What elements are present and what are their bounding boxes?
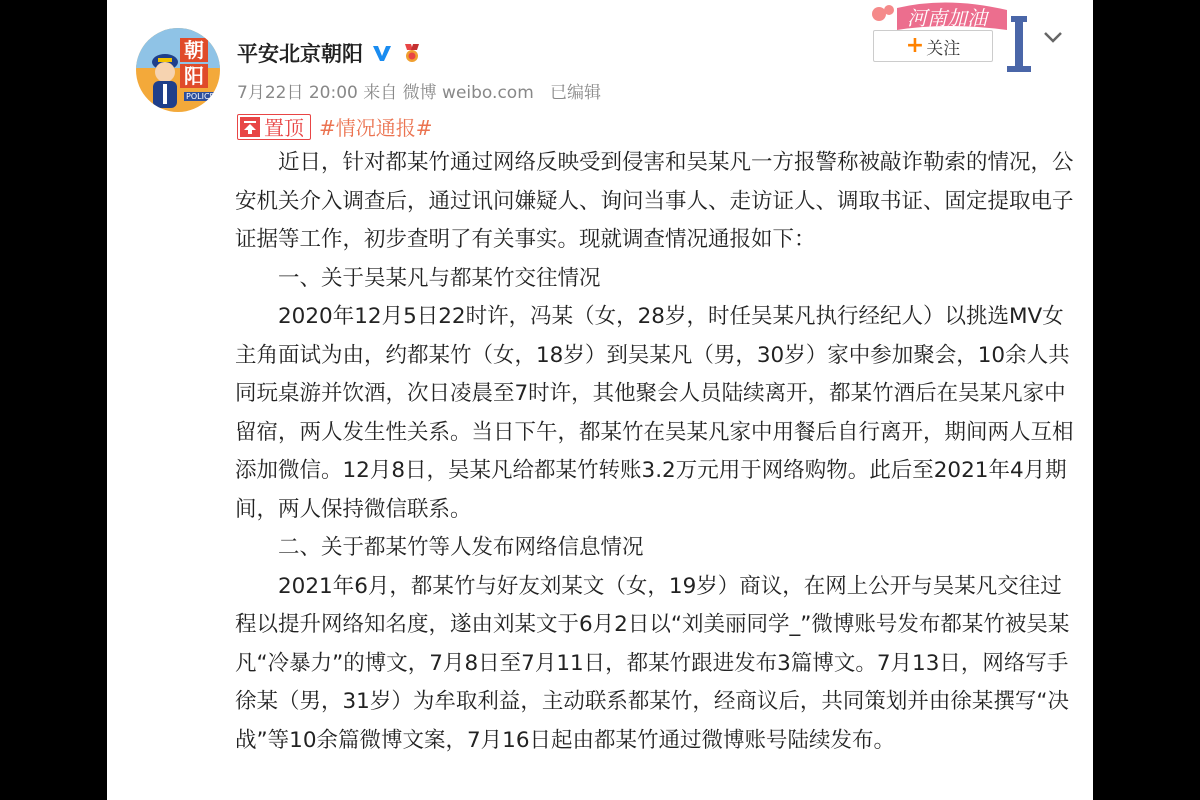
section-heading-2: 二、关于都某竹等人发布网络信息情况	[278, 535, 644, 560]
avatar-char-2: 阳	[180, 64, 208, 88]
avatar[interactable]	[136, 28, 220, 112]
section-heading-1: 一、关于吴某凡与都某竹交往情况	[278, 265, 601, 291]
post-meta	[237, 78, 601, 103]
paragraph-section-1: 2020年12月5日22时许，冯某（女，28岁，时任吴某凡执行经纪人）以挑选MV女主角面试为由，约都某竹（女，18岁）到吴某凡（男，30岁）家中参加聚会，10余人共同玩桌游并饮酒，次日凌晨至7时许，其他聚会人员陆续离开，都某竹酒后在吴某凡家中留宿，两人发生性关系。当日下午，都某竹在吴某凡家中用餐后自行离开，期间两人互相添加微信。12月8日，吴某凡给都某竹转账3.2万元用于网络购物。此后至2021年4月期间，两人保持微信联系。	[235, 304, 1074, 522]
author-row	[237, 38, 423, 68]
pin-badge	[237, 114, 311, 140]
chevron-down-icon[interactable]	[1042, 26, 1064, 48]
hashtag-link[interactable]: #情况通报#	[319, 116, 433, 140]
plus-icon: +	[905, 33, 925, 58]
post-content	[235, 144, 1075, 760]
pin-row	[237, 112, 433, 141]
medal-icon[interactable]	[401, 42, 423, 64]
pin-top-icon	[240, 117, 260, 137]
author-name[interactable]: 平安北京朝阳	[237, 42, 363, 66]
avatar-badge: POLICE	[186, 92, 215, 101]
weibo-post-card	[107, 0, 1093, 800]
edited-label[interactable]: 已编辑	[549, 83, 601, 103]
verified-v-icon	[371, 42, 393, 64]
paragraph-intro: 近日，针对都某竹通过网络反映受到侵害和吴某凡一方报警称被敲诈勒索的情况，公安机关介入调查后，通过讯问嫌疑人、询问当事人、走访证人、调取书证、固定提取电子证据等工作，初步查明了有关事实。现就调查情况通报如下：	[235, 150, 1074, 252]
police-figure-icon	[148, 48, 182, 108]
avatar-char-1: 朝	[180, 38, 208, 62]
paragraph-section-2: 2021年6月，都某竹与好友刘某文（女，19岁）商议，在网上公开与吴某凡交往过程以提升网络知名度，遂由刘某文于6月2日以“刘美丽同学_”微博账号发布都某竹被吴某凡“冷暴力”的博文，7月8日至7月11日，都某竹跟进发布3篇博文。7月13日，网络写手徐某（男，31岁）为牟取利益，主动联系都某竹，经商议后，共同策划并由徐某撰写“决战”等10余篇微博文案，7月16日起由都某竹通过微博账号陆续发布。	[235, 573, 1070, 753]
banner-text: 河南加油	[907, 6, 987, 30]
post-source: 来自 微博 weibo.com	[363, 83, 534, 103]
pin-label: 置顶	[264, 116, 304, 140]
post-time[interactable]: 7月22日 20:00	[237, 83, 358, 103]
follow-button[interactable]	[873, 30, 993, 62]
follow-label: 关注	[926, 38, 961, 59]
